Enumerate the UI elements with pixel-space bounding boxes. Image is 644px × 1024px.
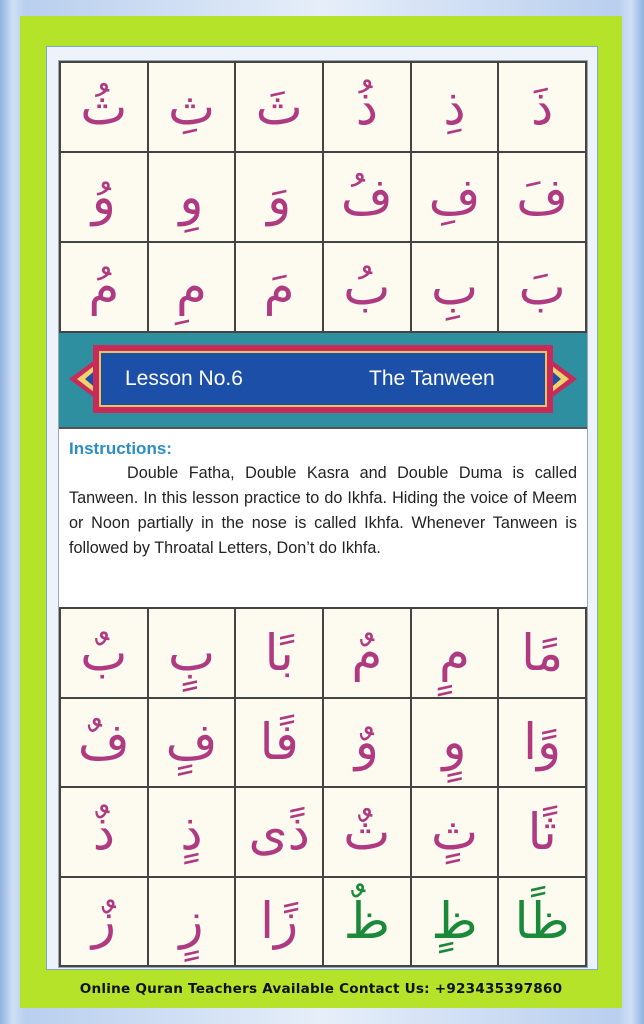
letter-cell: بِ <box>412 243 498 331</box>
letter-cell: ثَ <box>236 63 322 151</box>
tanween-letter-cell: وٌ <box>324 699 410 787</box>
tanween-letter-cell: ذًى <box>236 788 322 876</box>
tanween-letter-cell: بٍ <box>149 609 235 697</box>
tanween-letter-cell: ذٌ <box>61 788 147 876</box>
instructions-text: Double Fatha, Double Kasra and Double Duma is called Tanween. In this lesson practice to do Ikhfa. Hiding the voice of Meem or Noon partially in the nose is called Ikhfa. Whenever Tanween is followed by Throatal Letters, Don’t do Ikhfa. <box>69 464 577 557</box>
letter-cell: ثِ <box>149 63 235 151</box>
tanween-letter-cell: فٍ <box>149 699 235 787</box>
top-letter-grid <box>59 61 587 333</box>
tanween-letter-cell: زٍ <box>149 878 235 966</box>
tanween-letter-cell: زًا <box>236 878 322 966</box>
lesson-page <box>58 60 588 968</box>
bottom-letter-grid <box>59 607 587 967</box>
letter-cell: فَ <box>499 153 585 241</box>
letter-cell: ذَ <box>499 63 585 151</box>
tanween-letter-cell: ذٍ <box>149 788 235 876</box>
tanween-letter-cell: ثٌ <box>324 788 410 876</box>
tanween-letter-cell: مٍ <box>412 609 498 697</box>
lesson-title: The Tanween <box>369 367 495 390</box>
tanween-letter-cell: زٌ <box>61 878 147 966</box>
letter-cell: بُ <box>324 243 410 331</box>
tanween-letter-cell: فًا <box>236 699 322 787</box>
tanween-letter-cell: مٌ <box>324 609 410 697</box>
tanween-letter-cell: ظٌ <box>324 878 410 966</box>
lesson-banner <box>59 333 587 427</box>
tanween-letter-cell: بٌ <box>61 609 147 697</box>
tanween-letter-cell: وٍ <box>412 699 498 787</box>
tanween-letter-cell: ثًا <box>499 788 585 876</box>
letter-cell: وَ <box>236 153 322 241</box>
letter-cell: وِ <box>149 153 235 241</box>
tanween-letter-cell: وًا <box>499 699 585 787</box>
lesson-number: Lesson No.6 <box>125 367 243 390</box>
tanween-letter-cell: بًا <box>236 609 322 697</box>
letter-cell: مَ <box>236 243 322 331</box>
letter-cell: بَ <box>499 243 585 331</box>
instructions-heading: Instructions: <box>69 439 172 458</box>
letter-cell: ذُ <box>324 63 410 151</box>
letter-cell: فُ <box>324 153 410 241</box>
letter-cell: مُ <box>61 243 147 331</box>
letter-cell: ذِ <box>412 63 498 151</box>
tanween-letter-cell: ثٍ <box>412 788 498 876</box>
instructions-box <box>59 427 587 607</box>
letter-cell: مِ <box>149 243 235 331</box>
footer-contact: Online Quran Teachers Available Contact Us: +923435397860 <box>79 981 563 997</box>
letter-cell: فِ <box>412 153 498 241</box>
letter-cell: ثُ <box>61 63 147 151</box>
tanween-letter-cell: فٌ <box>61 699 147 787</box>
tanween-letter-cell: ظٍ <box>412 878 498 966</box>
letter-cell: وُ <box>61 153 147 241</box>
tanween-letter-cell: مًا <box>499 609 585 697</box>
tanween-letter-cell: ظًا <box>499 878 585 966</box>
